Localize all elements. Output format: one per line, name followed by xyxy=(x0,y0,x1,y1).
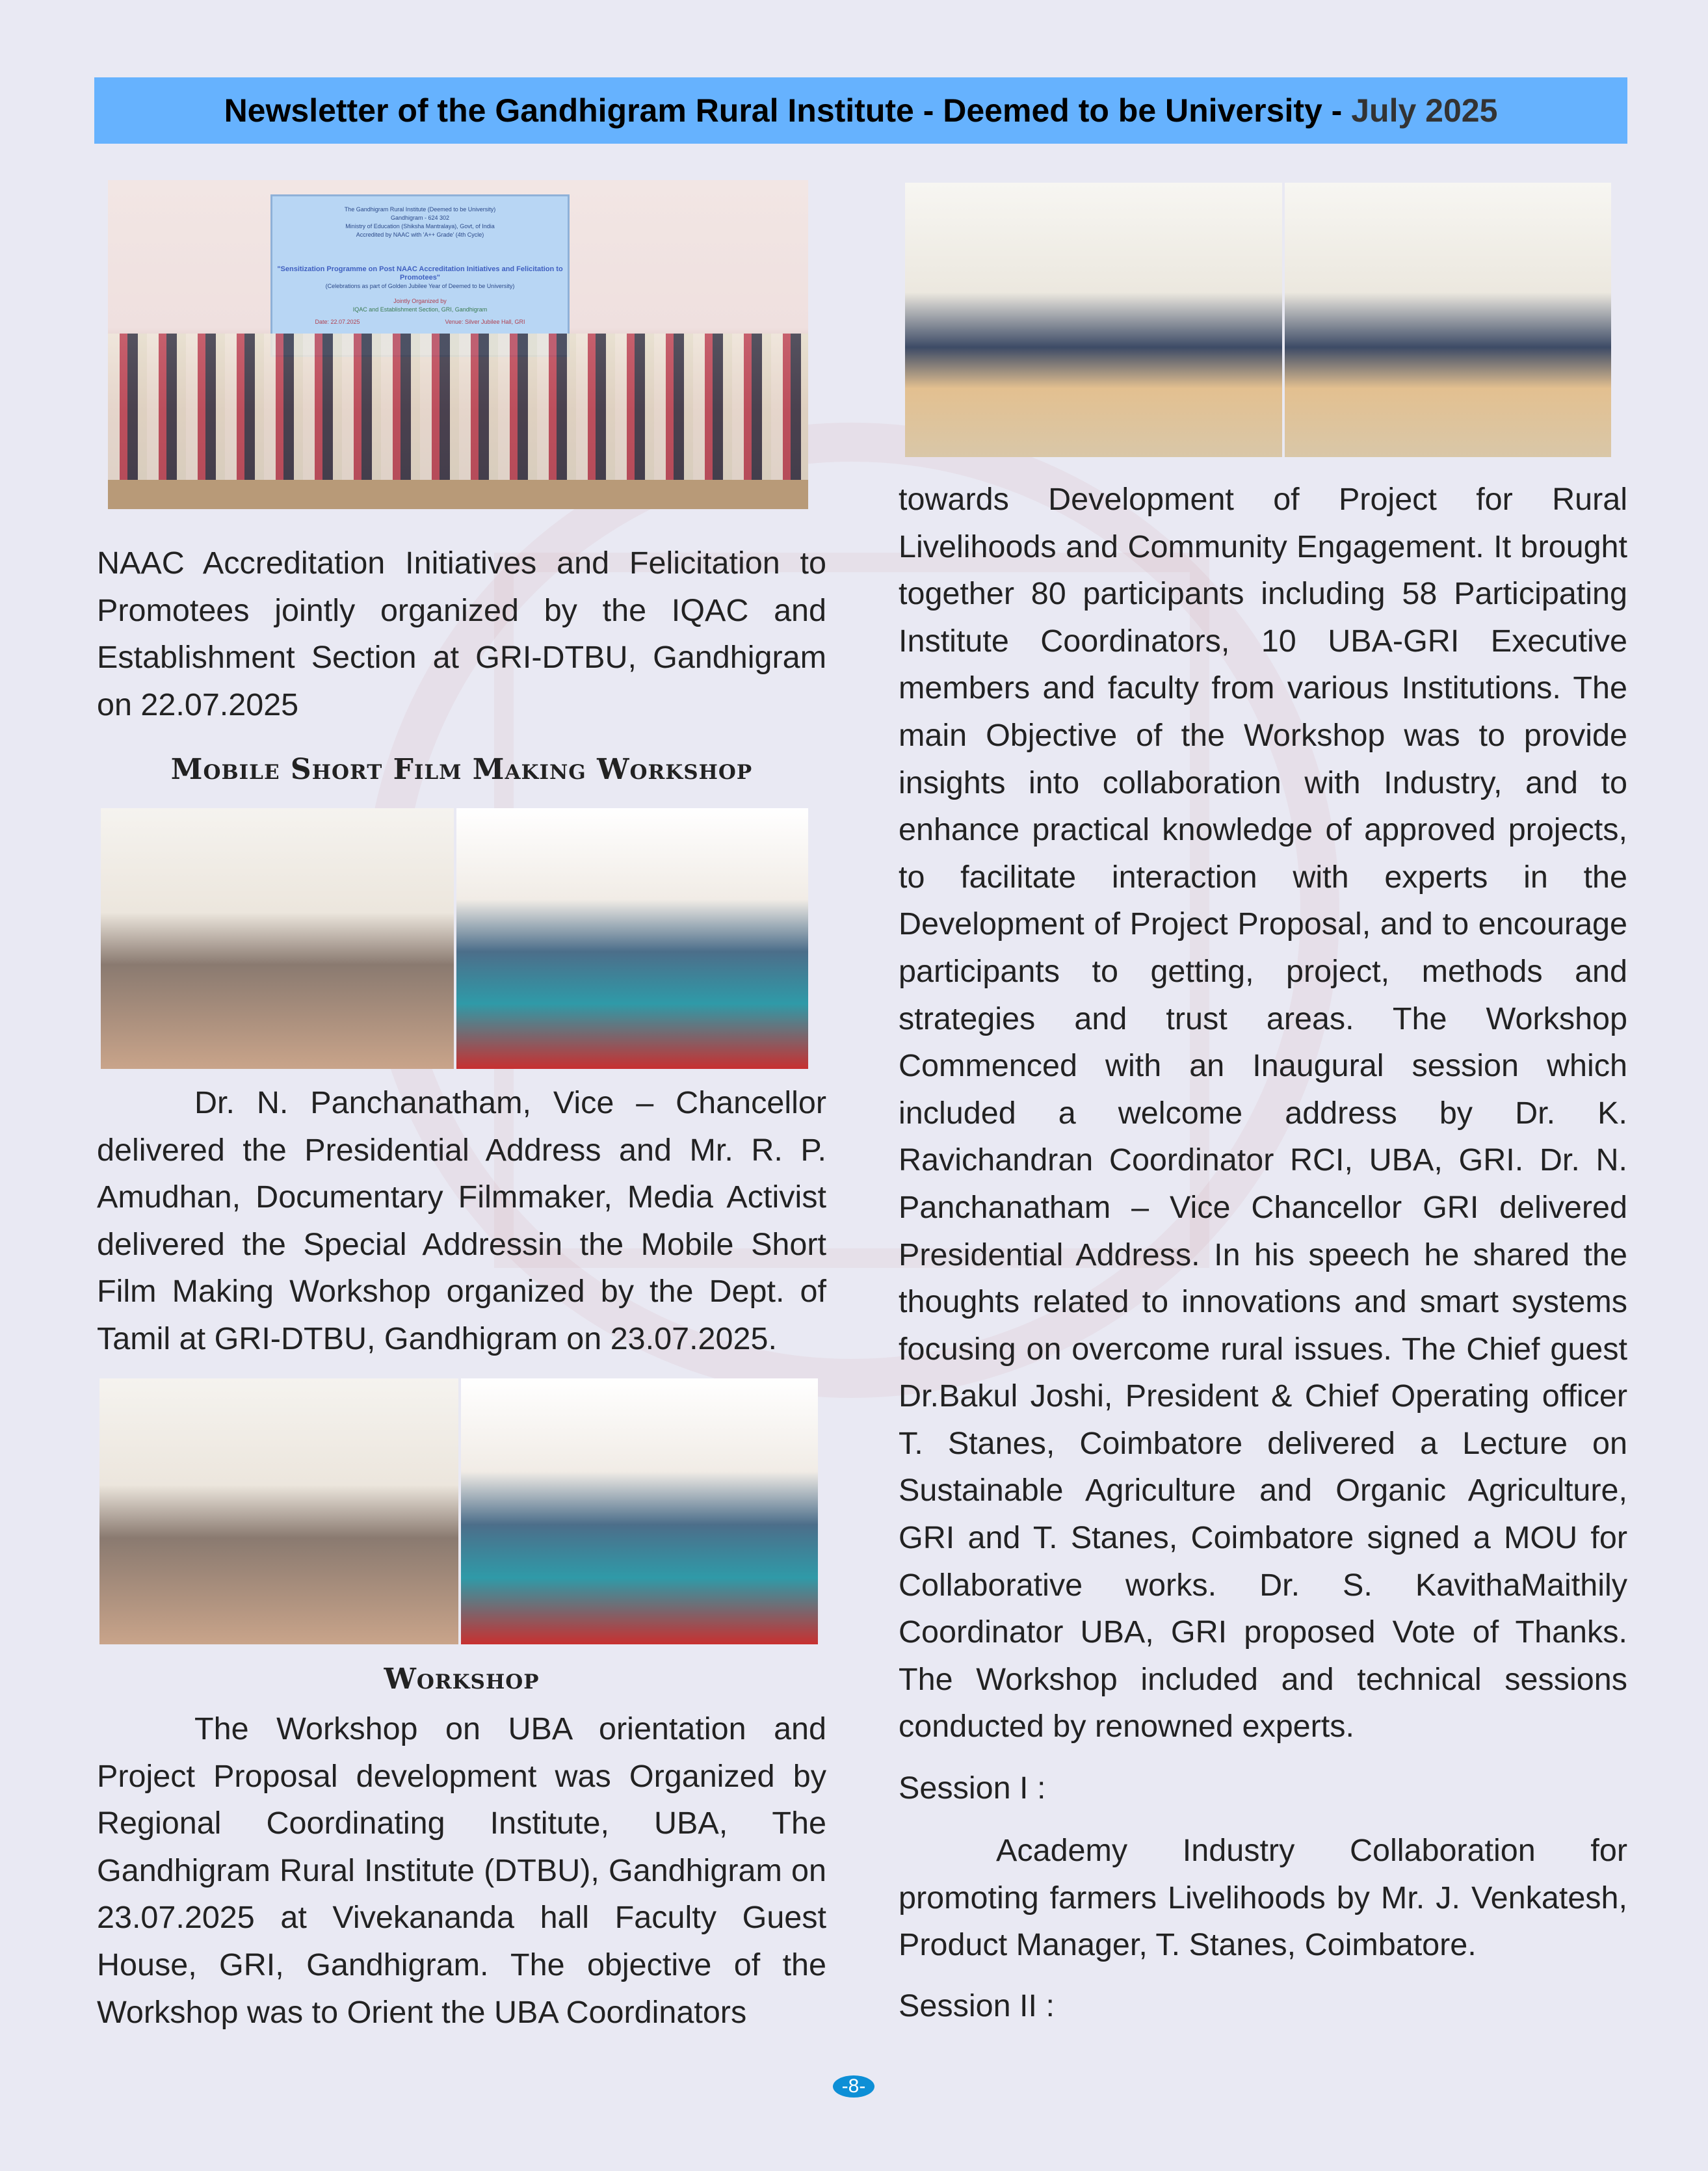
session-1-text: Academy Industry Collaboration for promoting farmers Livelihoods by Mr. J. Venkatesh, Product Manager, T. Stanes, Coimbatore. xyxy=(899,1833,1627,1963)
header-title: Newsletter of the Gandhigram Rural Institute - Deemed to be University - xyxy=(224,92,1352,129)
dignitaries-photo xyxy=(905,183,1282,457)
banner-date: Date: 22.07.2025 xyxy=(315,319,360,325)
participants-photo xyxy=(1285,183,1611,457)
naac-felicitation-photo xyxy=(108,180,808,509)
banner-title: "Sensitization Programme on Post NAAC Accreditation Initiatives and Felicitation to Promotees" xyxy=(277,265,563,282)
section-heading-mobile-film: Mobile Short Film Making Workshop xyxy=(170,753,753,786)
section-heading-workshop: Workshop xyxy=(384,1663,540,1696)
header-month: July 2025 xyxy=(1351,92,1498,129)
banner-line: Gandhigram - 624 302 xyxy=(390,215,450,221)
event-banner-screen xyxy=(270,194,570,357)
newsletter-header xyxy=(94,77,1627,144)
session-1-label: Session I : xyxy=(899,1770,1046,1806)
film-workshop-photos-2 xyxy=(99,1378,818,1644)
audience-photo xyxy=(101,808,454,1069)
uba-workshop-paragraph: towards Development of Project for Rural Livelihoods and Community Engagement. It brought together 80 participants including 58 Participating Institute Coordinators, 10 UBA-GRI Executive members and faculty from various Institutions. The main Objective of the Workshop was to provide insights into collaboration with Industry, and to enhance practical knowledge of approved projects, to facilitate interaction with experts in the Development of Project Proposal, and to encourage participants to getting, project, methods and strategies and trust areas. The Workshop Commenced with an Inaugural session which included a welcome address by Dr. K. Ravichandran Coordinator RCI, UBA, GRI. Dr. N. Panchanatham – Vice Chancellor GRI delivered Presidential Address. In his speech he shared the thoughts related to innovations and smart systems focusing on overcome rural issues. The Chief guest Dr.Bakul Joshi, President & Chief Operating officer T. Stanes, Coimbatore delivered a Lecture on Sustainable Agriculture and Organic Agriculture, GRI and T. Stanes, Coimbatore signed a MOU for Collaborative works. Dr. S. KavithaMaithily Coordinator UBA, GRI proposed Vote of Thanks. The Workshop included and technical sessions conducted by renowned experts. xyxy=(899,482,1627,1744)
group-of-people xyxy=(108,334,808,483)
dais-photo xyxy=(461,1378,818,1644)
banner-line: Accredited by NAAC with 'A++ Grade' (4th Cycle) xyxy=(356,231,484,238)
banner-venue: Venue: Silver Jubilee Hall, GRI xyxy=(445,319,525,325)
naac-caption: NAAC Accreditation Initiatives and Felicitation to Promotees jointly organized by the IQAC and Establishment Section at GRI-DTBU, Gandhigram on 22.07.2025 xyxy=(97,546,826,722)
banner-line: IQAC and Establishment Section, GRI, Gandhigram xyxy=(352,306,488,313)
session-2-label: Session II : xyxy=(899,1988,1055,2023)
banner-line: Ministry of Education (Shiksha Mantralaya), Govt, of India xyxy=(345,223,495,230)
film-workshop-photos-1 xyxy=(101,808,808,1069)
film-workshop-paragraph: Dr. N. Panchanatham, Vice – Chancellor delivered the Presidential Address and Mr. R. P. Amudhan, Documentary Filmmaker, Media Activist delivered the Special Addressin the Mobile Short Film Making Workshop organized by the Dept. of Tamil at GRI-DTBU, Gandhigram on 23.07.2025. xyxy=(97,1085,826,1356)
uba-workshop-photos xyxy=(905,183,1611,457)
banner-line: The Gandhigram Rural Institute (Deemed to be University) xyxy=(344,206,496,213)
audience-photo xyxy=(99,1378,458,1644)
workshop-paragraph: The Workshop on UBA orientation and Project Proposal development was Organized by Regional Coordinating Institute, UBA, The Gandhigram Rural Institute (DTBU), Gandhigram on 23.07.2025 at Vivekananda hall Faculty Guest House, GRI, Gandhigram. The objective of the Workshop was to Orient the UBA Coordinators xyxy=(97,1711,826,2030)
banner-subtitle: (Celebrations as part of Golden Jubilee Year of Deemed to be University) xyxy=(325,283,515,289)
page-number: -8- xyxy=(833,2075,874,2098)
dais-photo xyxy=(456,808,808,1069)
stage-floor xyxy=(108,480,808,509)
banner-line: Jointly Organized by xyxy=(393,298,447,304)
